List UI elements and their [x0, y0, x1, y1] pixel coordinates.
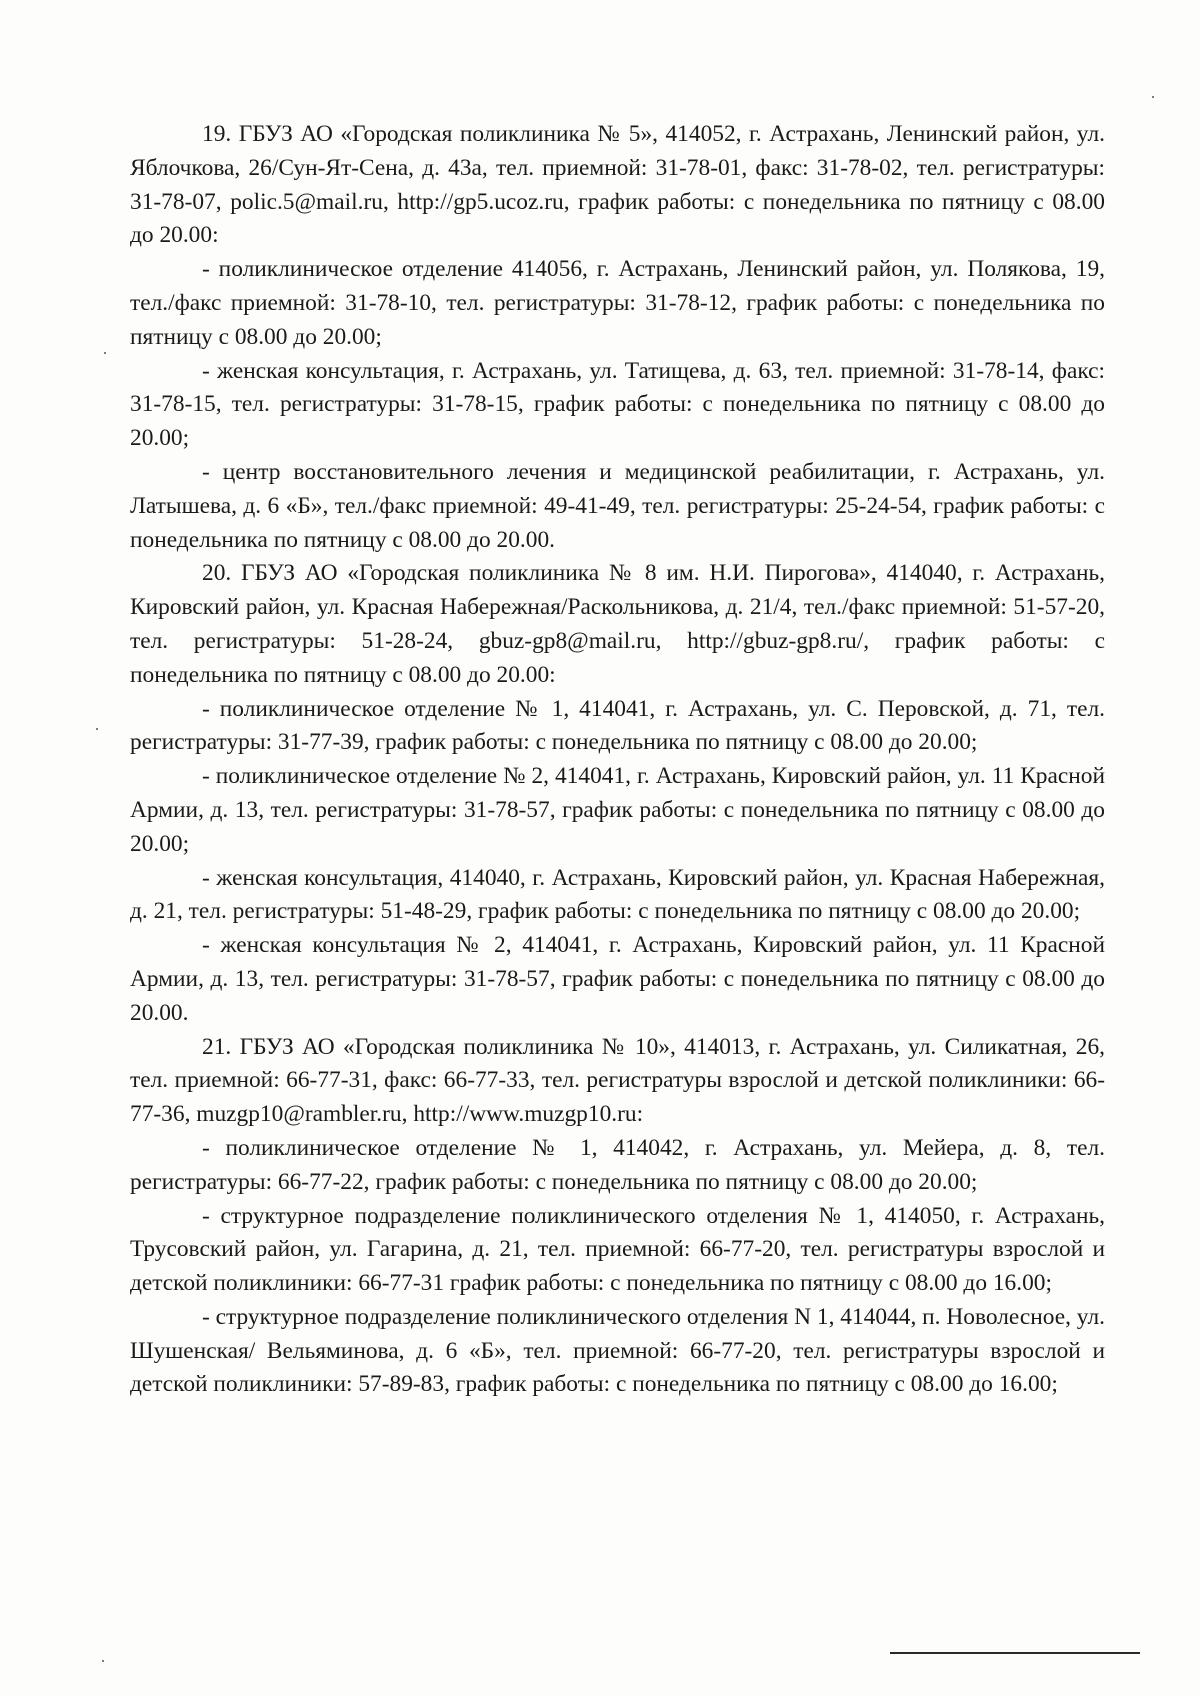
paragraph-clinic-21-subdivision-gagarina: - структурное подразделение поликлинического отделения № 1, 414050, г. Астрахань, Трусовский район, ул. Гагарина, д. 21, тел. приемной: 66-77-20, тел. регистратуры взрослой и детской поликлиники: 66-77-31 график работы: с понедельника по пятницу с 08.00 до 16.00;: [130, 1202, 1105, 1297]
paragraph-clinic-20-branch-1: - поликлиническое отделение № 1, 414041, г. Астрахань, ул. С. Перовской, д. 71, тел. регистратуры: 31-77-39, график работы: с понедельника по пятницу с 08.00 до 20.00;: [130, 695, 1105, 756]
paragraph-clinic-20: 20. ГБУЗ АО «Городская поликлиника № 8 им. Н.И. Пирогова», 414040, г. Астрахань, Кировский район, ул. Красная Набережная/Раскольникова, д. 21/4, тел./факс приемной: 51-57-20, тел. регистратуры: 51-28-24, gbuz-gp8@mail.ru, http://gbuz-gp8.ru/, график работы: с понедельника по пятницу с 08.00 до 20.00:: [130, 560, 1105, 688]
scan-speck: [96, 728, 98, 730]
paragraph-clinic-21: 21. ГБУЗ АО «Городская поликлиника № 10», 414013, г. Астрахань, ул. Силикатная, 26, тел. приемной: 66-77-31, факс: 66-77-33, тел. регистратуры взрослой и детской поликлиники: 66-77-36, muzgp10@rambler.ru, http://www.muzgp10.ru:: [130, 1033, 1105, 1128]
scan-edge-line: [890, 1652, 1140, 1654]
paragraph-clinic-20-womens-consultation: - женская консультация, 414040, г. Астрахань, Кировский район, ул. Красная Набережная, д. 21, тел. регистратуры: 51-48-29, график работы: с понедельника по пятницу с 08.00 до 20.00;: [130, 864, 1105, 925]
paragraph-clinic-20-branch-2: - поликлиническое отделение № 2, 414041, г. Астрахань, Кировский район, ул. 11 Красной Армии, д. 13, тел. регистратуры: 31-78-57, график работы: с понедельника по пятницу с 08.00 до 20.00;: [130, 763, 1105, 857]
scan-speck: [1152, 96, 1154, 98]
document-body: [130, 118, 1105, 1402]
paragraph-clinic-19-womens-consultation: - женская консультация, г. Астрахань, ул. Татищева, д. 63, тел. приемной: 31-78-14, факс: 31-78-15, тел. регистратуры: 31-78-15, график работы: с понедельника по пятницу с 08.00 до 20.00;: [130, 357, 1105, 452]
scan-speck: [104, 352, 106, 354]
paragraph-clinic-19: 19. ГБУЗ АО «Городская поликлиника № 5», 414052, г. Астрахань, Ленинский район, ул. Яблочкова, 26/Сун-Ят-Сена, д. 43а, тел. приемной: 31-78-01, факс: 31-78-02, тел. регистратуры: 31-78-07, polic.5@mail.ru, http://gp5.ucoz.ru, график работы: с понедельника по пятницу с 08.00 до 20.00:: [130, 121, 1105, 249]
paragraph-clinic-19-branch-polyakova: - поликлиническое отделение 414056, г. Астрахань, Ленинский район, ул. Полякова, 19, тел./факс приемной: 31-78-10, тел. регистратуры: 31-78-12, график работы: с понедельника по пятницу с 08.00 до 20.00;: [130, 256, 1105, 350]
paragraph-clinic-21-subdivision-novolesnoe: - структурное подразделение поликлинического отделения N 1, 414044, п. Новолесное, ул. Шушенская/ Вельяминова, д. 6 «Б», тел. приемной: 66-77-20, тел. регистратуры взрослой и детской поликлиники: 57-89-83, график работы: с понедельника по пятницу с 08.00 до 16.00;: [130, 1303, 1105, 1398]
paragraph-clinic-19-rehab-center: - центр восстановительного лечения и медицинской реабилитации, г. Астрахань, ул. Латышева, д. 6 «Б», тел./факс приемной: 49-41-49, тел. регистратуры: 25-24-54, график работы: с понедельника по пятницу с 08.00 до 20.00.: [130, 458, 1105, 553]
scan-speck: [102, 1660, 104, 1662]
paragraph-clinic-20-womens-consultation-2: - женская консультация № 2, 414041, г. Астрахань, Кировский район, ул. 11 Красной Армии, д. 13, тел. регистратуры: 31-78-57, график работы: с понедельника по пятницу с 08.00 до 20.00.: [130, 932, 1105, 1026]
paragraph-clinic-21-branch-1: - поликлиническое отделение № 1, 414042, г. Астрахань, ул. Мейера, д. 8, тел. регистратуры: 66-77-22, график работы: с понедельника по пятницу с 08.00 до 20.00;: [130, 1134, 1105, 1195]
